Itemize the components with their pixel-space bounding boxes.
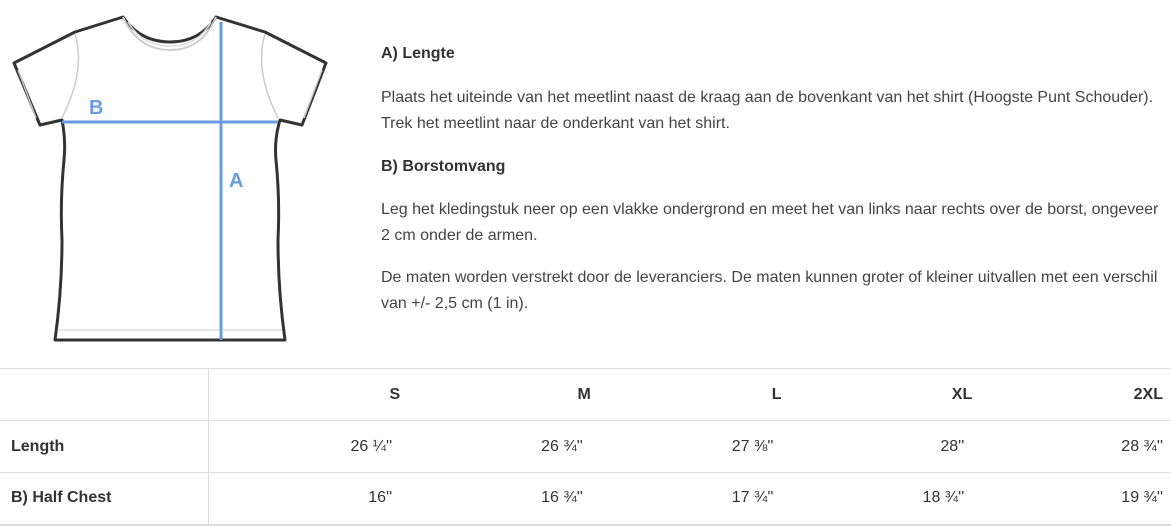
shirt-outline — [14, 17, 326, 340]
table-row — [0, 421, 1171, 473]
header-empty-cell — [0, 369, 209, 421]
size-header-s: S — [209, 369, 400, 421]
row-label-length: Length — [0, 421, 209, 473]
length-2xl: 28 ¾'' — [972, 421, 1171, 473]
size-header-m: M — [400, 369, 591, 421]
length-l: 27 ⅜'' — [591, 421, 782, 473]
label-a: A — [229, 170, 244, 192]
size-note: De maten worden verstrekt door de leveranciers. De maten kunnen groter of kleiner uitvallen met een verschil van +/- 2,5 cm (1 in). — [381, 269, 1158, 312]
chest-l: 17 ¾'' — [591, 473, 782, 525]
size-header-row — [0, 369, 1171, 421]
length-xl: 28'' — [781, 421, 972, 473]
text-chest: Leg het kledingstuk neer op een vlakke ondergrond en meet het van links naar rechts over de borst, ongeveer 2 cm onder de armen. — [381, 201, 1159, 244]
chest-2xl: 19 ¾'' — [972, 473, 1171, 525]
size-header-l: L — [591, 369, 782, 421]
row-label-half-chest: B) Half Chest — [0, 473, 209, 525]
text-length: Plaats het uiteinde van het meetlint naast de kraag aan de bovenkant van het shirt (Hoogste Punt Schouder). Trek het meetlint naar de onderkant van het shirt. — [381, 89, 1154, 132]
size-header-2xl: 2XL — [972, 369, 1171, 421]
tshirt-illustration — [0, 0, 340, 350]
length-m: 26 ¾'' — [400, 421, 591, 473]
chest-xl: 18 ¾'' — [781, 473, 972, 525]
measurement-instructions — [381, 40, 1161, 317]
size-table — [0, 368, 1171, 526]
chest-m: 16 ¾'' — [400, 473, 591, 525]
shirt-measurement-diagram — [0, 0, 340, 350]
size-header-xl: XL — [781, 369, 972, 421]
length-s: 26 ¼'' — [209, 421, 400, 473]
heading-length: A) Lengte — [381, 45, 455, 62]
table-row — [0, 473, 1171, 525]
label-b: B — [89, 97, 104, 119]
heading-chest: B) Borstomvang — [381, 158, 506, 175]
chest-s: 16'' — [209, 473, 400, 525]
